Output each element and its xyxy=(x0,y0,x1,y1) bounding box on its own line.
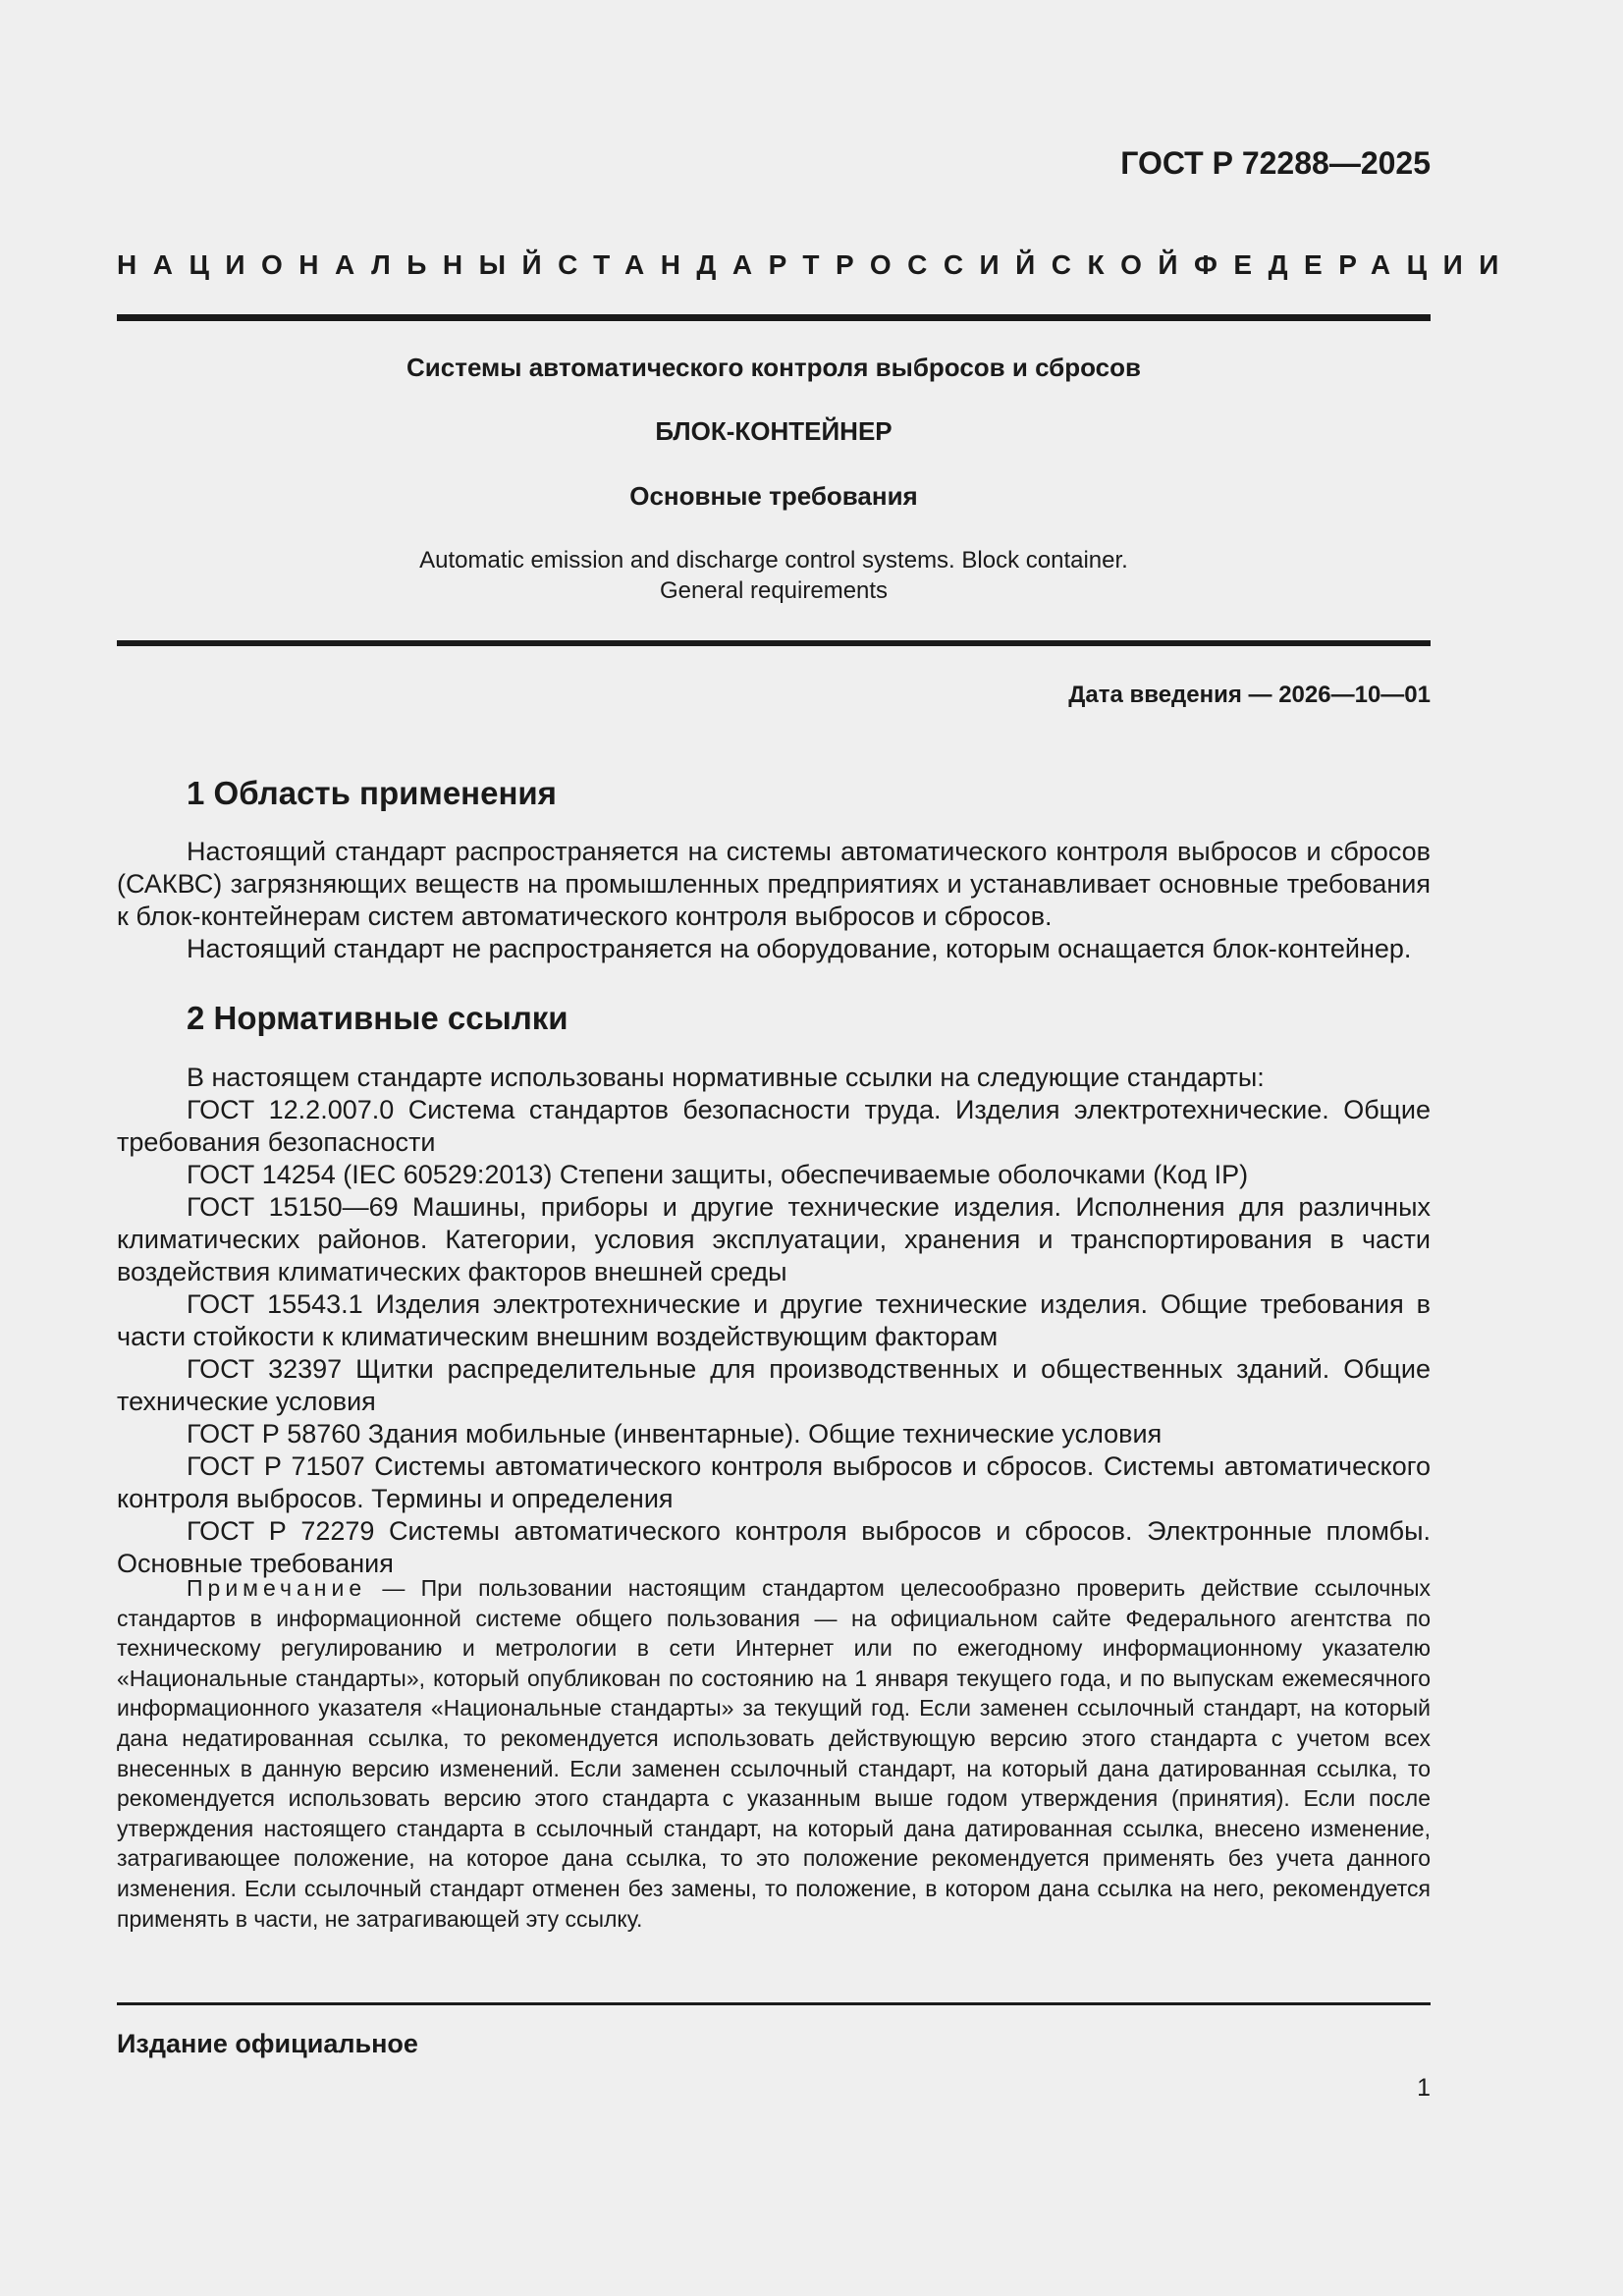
section-1-paragraph: Настоящий стандарт распространяется на системы автоматического контроля выбросов и сбросов (САКВС) загрязняющих веществ на промышленных предприятиях и устанавливает основные требования к блок-контейнерам систем автоматического контроля выбросов и сбросов. xyxy=(117,837,1431,931)
document-number: ГОСТ Р 72288—2025 xyxy=(1120,145,1431,181)
english-title-line-2: General requirements xyxy=(659,577,889,604)
reference-item: ГОСТ 15150—69 Машины, приборы и другие технические изделия. Исполнения для различных климатических районов. Категории, условия эксплуатации, хранения и транспортирования в части воздействия климатических факторов внешней среды xyxy=(117,1192,1431,1286)
document-title: Системы автоматического контроля выбросов и сбросов xyxy=(406,353,1141,382)
reference-item: ГОСТ Р 58760 Здания мобильные (инвентарные). Общие технические условия xyxy=(187,1419,1163,1449)
section-2-body xyxy=(117,1062,1431,1580)
reference-item: ГОСТ 15543.1 Изделия электротехнические и другие технические изделия. Общие требования в части стойкости к климатическим внешним воздействующим факторам xyxy=(117,1289,1431,1351)
english-title-line-1: Automatic emission and discharge control systems. Block container. xyxy=(419,547,1128,574)
footer-rule xyxy=(117,2002,1431,2005)
document-subtitle-2: Основные требования xyxy=(629,481,918,511)
banner-word: СТАНДАРТ xyxy=(558,249,837,280)
note-text: — При пользовании настоящим стандартом целесообразно проверить действие ссылочных стандартов в информационной системе общего пользования — на официальном сайте Федерального агентства по техническому регулированию и метрологии в сети Интернет или по ежегодному информационному указателю «Национальные стандарты», который опубликован по состоянию на 1 января текущего года, и по выпускам ежемесячного информационного указателя «Национальные стандарты» за текущий год. Если заменен ссылочный стандарт, на который дана недатированная ссылка, то рекомендуется использовать действующую версию этого стандарта с учетом всех внесенных в данную версию изменений. Если заменен ссылочный стандарт, на который дана датированная ссылка, то рекомендуется использовать версию этого стандарта с указанным выше годом утверждения (принятия). Если после утверждения настоящего стандарта в ссылочный стандарт, на который дана датированная ссылка, внесено изменение, затрагивающее положение, на которое дана ссылка, то это положение рекомендуется применять без учета данного изменения. Если ссылочный стандарт отменен без замены, то положение, в котором дана ссылка на него, рекомендуется применять в части, не затрагивающей эту ссылку. xyxy=(117,1575,1431,1932)
note-label: Примечание xyxy=(187,1575,367,1601)
section-1-heading: 1 Область применения xyxy=(187,775,557,811)
reference-item: ГОСТ Р 71507 Системы автоматического контроля выбросов и сбросов. Системы автоматического контроля выбросов. Термины и определения xyxy=(117,1451,1431,1513)
banner-word: ФЕДЕРАЦИИ xyxy=(1194,249,1515,280)
document-subtitle: БЛОК-КОНТЕЙНЕР xyxy=(655,416,893,446)
reference-item: ГОСТ 32397 Щитки распределительные для производственных и общественных зданий. Общие технические условия xyxy=(117,1354,1431,1416)
edition-label: Издание официальное xyxy=(117,2029,418,2058)
reference-item: ГОСТ 12.2.007.0 Система стандартов безопасности труда. Изделия электротехнические. Общие требования безопасности xyxy=(117,1095,1431,1157)
reference-note xyxy=(117,1573,1431,1934)
header-rule xyxy=(117,314,1431,321)
reference-item: ГОСТ Р 72279 Системы автоматического контроля выбросов и сбросов. Электронные пломбы. Основные требования xyxy=(117,1516,1431,1578)
english-title xyxy=(117,545,1431,606)
section-2-intro: В настоящем стандарте использованы нормативные ссылки на следующие стандарты: xyxy=(187,1063,1265,1092)
title-rule xyxy=(117,640,1431,646)
banner-word: РОССИЙСКОЙ xyxy=(836,249,1195,280)
section-1-body xyxy=(117,836,1431,965)
section-1-paragraph: Настоящий стандарт не распространяется на оборудование, которым оснащается блок-контейнер. xyxy=(187,934,1412,963)
section-2-heading: 2 Нормативные ссылки xyxy=(187,1000,568,1036)
page-number: 1 xyxy=(1417,2074,1431,2102)
introduction-date: Дата введения — 2026—10—01 xyxy=(1068,682,1431,708)
reference-item: ГОСТ 14254 (IEC 60529:2013) Степени защиты, обеспечиваемые оболочками (Код IP) xyxy=(187,1160,1249,1189)
banner-word: НАЦИОНАЛЬНЫЙ xyxy=(117,249,559,280)
standard-banner xyxy=(117,249,1515,281)
